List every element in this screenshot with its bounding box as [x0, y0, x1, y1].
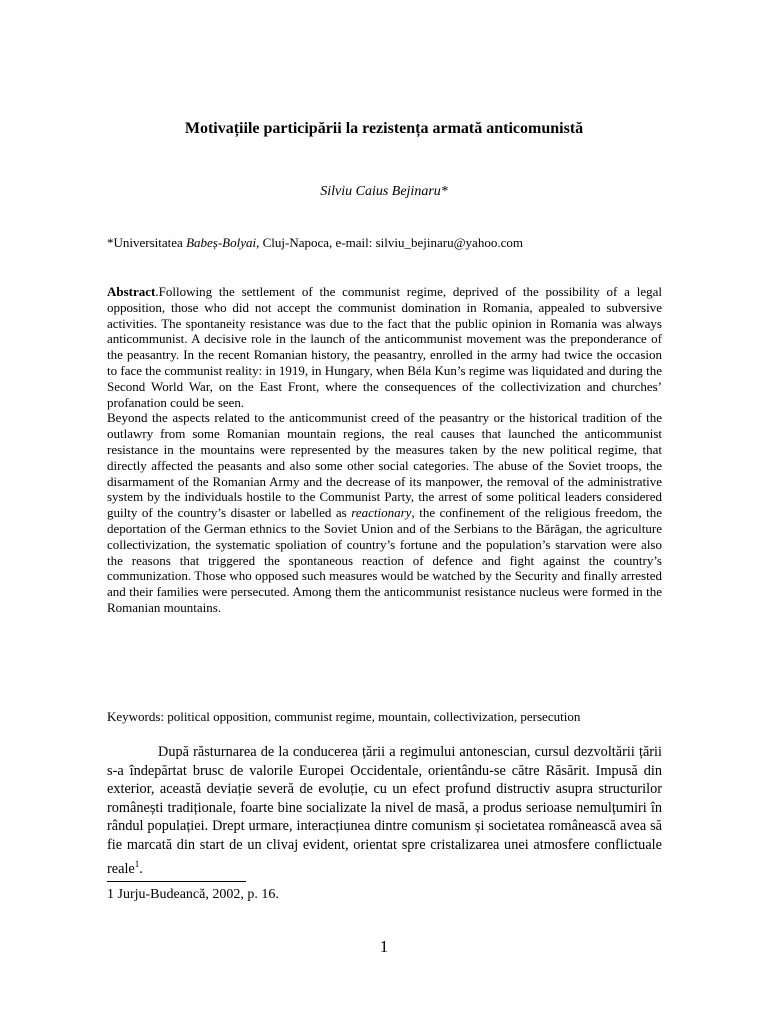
abstract-paragraph-2 [107, 410, 662, 615]
author-name: Silviu Caius Bejinaru* [320, 184, 448, 199]
body-paragraph-end: . [139, 860, 143, 877]
footnote-number: 1 [107, 887, 114, 902]
abstract-italic-term: reactionary [351, 505, 412, 521]
keywords-line: Keywords: political opposition, communist regime, mountain, collectivization, persecution [107, 709, 581, 724]
affiliation-prefix: *Universitatea [107, 235, 187, 250]
paper-title: Motivațiile participării la rezistența armată anticomunistă [184, 120, 584, 137]
author-affiliation [107, 235, 667, 251]
body-paragraph-text: După răsturnarea de la conducerea țării a regimului antonescian, cursul dezvoltării țării s-a îndepărtat brusc de valorile Europei Occidentale, orientându-se către Răsărit. Impusă din exterior, această deviație severă de evoluție, cu un efect profund distructiv asupra structurilor românești tradiționale, foarte bine socializate la nivel de masă, a produs serioase nemulțumiri în rândul populației. Drept urmare, interacțiunea dintre comunism și societatea românească avea să fie marcată din start de un clivaj evident, orientat spre cristalizarea unei atmosfere conflictuale reale [107, 744, 662, 877]
abstract-text-1: .Following the settlement of the communist regime, deprived of the possibility of a legal opposition, those who did not accept the communist domination in Romania, appealed to subversive activities. The spontaneity resistance was due to the fact that the public opinion in Romania was always anticommunist. A decisive role in the launch of the anticommunist movement was the preponderance of the peasantry. In the recent Romanian history, the peasantry, enrolled in the army had twice the occasion to face the communist reality: in 1919, in Hungary, when Béla Kun’s regime was liquidated and during the Second World War, on the East Front, where the consequences of the collectivization and churches’ profanation could be seen. [107, 284, 662, 410]
footnote-text: Jurju-Budeancă, 2002, p. 16. [114, 887, 279, 902]
affiliation-rest: Cluj-Napoca, e-mail: silviu_bejinaru@yahoo.com [259, 235, 523, 250]
body-section [107, 743, 662, 878]
body-paragraph [107, 743, 662, 878]
abstract-label: Abstract [107, 284, 156, 299]
footnote-separator [107, 881, 246, 882]
page-number: 1 [379, 937, 389, 956]
footnote [107, 887, 667, 903]
abstract-section [107, 284, 662, 616]
footnote-reference[interactable]: 1 [134, 858, 140, 869]
abstract-paragraph-1 [107, 284, 662, 410]
abstract-text-2a: Beyond the aspects related to the anticommunist creed of the peasantry or the historical tradition of the outlawry from some Romanian mountain regions, the real causes that launched the anticommunist resistance in the mountains were represented by the measures taken by the new political regime, that directly affected the peasants and also some other social categories. The abuse of the Soviet troops, the disarmament of the Romanian Army and the decrease of its manpower, the removal of the administrative system by the individuals hostile to the Communist Party, the arrest of some political leaders considered guilty of the country’s disaster or labelled as [107, 410, 662, 521]
abstract-text-2b: , the confinement of the religious freedom, the deportation of the German ethnics to the Soviet Union and of the Serbians to the Bărăgan, the agriculture collectivization, the systematic spoliation of country’s fortune and the population’s starvation were also the reasons that triggered the spontaneous reaction of defence and fight against the country’s communization. Those who opposed such measures would be watched by the Security and finally arrested and their families were persecuted. Among them the anticommunist resistance nucleus were formed in the Romanian mountains. [107, 505, 662, 615]
affiliation-university: Babeș-Bolyai, [186, 235, 260, 250]
